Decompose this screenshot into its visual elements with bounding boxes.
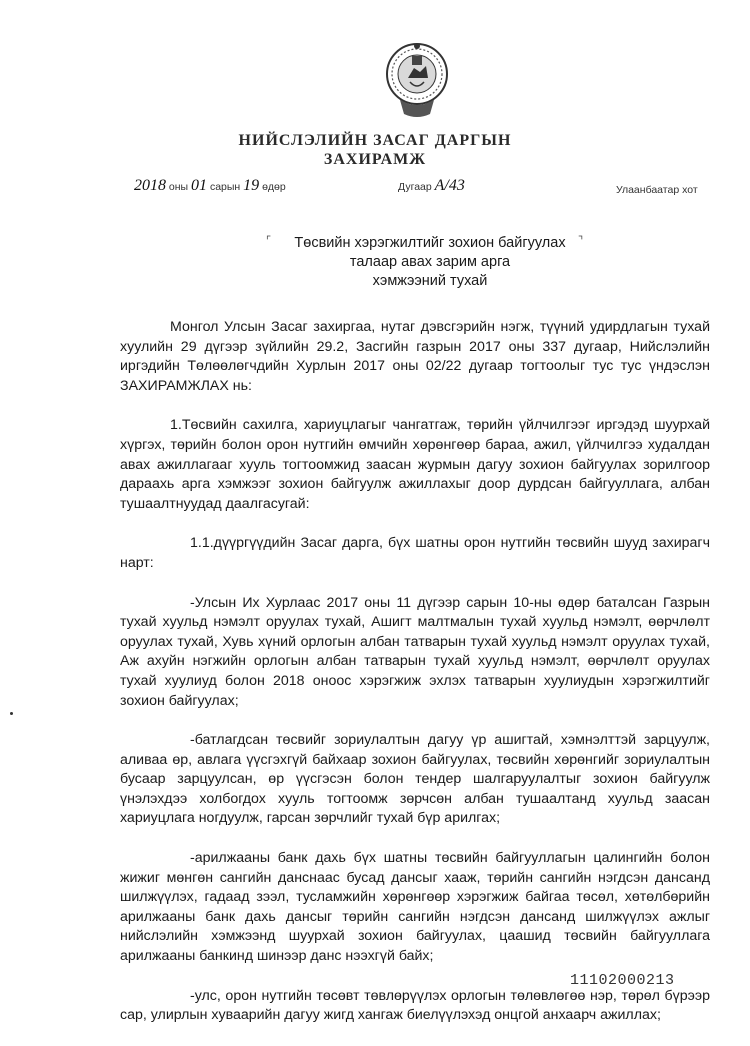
mongolia-state-emblem-icon <box>384 38 450 122</box>
sub-item: -Улсын Их Хурлаас 2017 оны 11 дүгээр сарын 10-ны өдөр баталсан Газрын тухай хуульд нэмэлт оруулах тухай, Ашигт малтмалын тухай хуульд нэмэлт, өөрчлөлт оруулах тухай, Хувь хүний орлогын албан татварын тухай хуульд нэмэлт оруулах тухай, Аж ахуйн нэгжийн орлогын албан татварын тухай хуульд нэмэлт, өөрчлөлт оруулах тухай хуулиуд болон 2018 оноос хэрэгжиж эхлэх татварын хуулиудын хэрэгжилтийг зохион байгуулах; <box>120 594 710 709</box>
sub-item: -улс, орон нутгийн төсөвт төвлөрүүлэх орлогын төлөвлөгөө нэр, төрөл бүрээр сар, улирлын хуваарийн дагуу жигд хангаж биелүүлэхэд онцгой анхаарч ажиллах; <box>120 987 710 1024</box>
number-value: А/43 <box>434 177 465 194</box>
corner-mark-right: ⌝ <box>578 235 584 247</box>
sub-item: -батлагдсан төсвийг зориулалтын дагуу үр ашигтай, хэмнэлттэй зарцуулж, аливаа өр, авлага үүсгэхгүй байхаар зохион байгуулах, төсвийн хөрөнгийг зориулалтын бусаар зарцуулсан, өр үүсгэсэн болон тендер шалгаруулалтыг зохион байгуулж үнэлэхдээ холбогдох хууль тогтоомж зөрчсөн албан тушаалтанд хуульд заасан хариуцлага ногдуулж, гарсан зөрчлийг тухай бүр арилгах; <box>120 732 710 827</box>
day-suffix: өдөр <box>262 181 286 193</box>
date-year: 2018 <box>134 177 166 194</box>
subject-line: талаар авах зарим арга <box>349 254 511 270</box>
date-day: 19 <box>243 177 260 194</box>
year-suffix: оны <box>168 181 189 193</box>
subject-title <box>260 234 600 291</box>
document-number <box>398 177 465 195</box>
document-type: ЗАХИРАМЖ <box>323 151 427 168</box>
date-line <box>134 177 286 195</box>
clause-1: 1.Төсвийн сахилга, хариуцлагыг чангатгаж, төрийн үйлчилгээг иргэдэд шуурхай хүргэх, төрийн болон орон нутгийн өмчийн хөрөнгөөр бараа, ажил, үйлчилгээ худалдан авах ажиллагааг хууль тогтоомжид заасан журмын дагуу зохион байгуулах зорилгоор дараахь арга хэмжээг зохион байгуулж ажиллахыг доор дурдсан байгууллага, албан тушаалтнуудад даалгасугай: <box>120 417 710 512</box>
date-month: 01 <box>191 177 208 194</box>
corner-mark-left: ⌜ <box>266 235 272 247</box>
month-suffix: сарын <box>209 181 241 193</box>
city: Улаанбаатар хот <box>616 184 698 196</box>
serial-number: 11102000213 <box>570 972 675 989</box>
number-label: Дугаар <box>398 181 432 193</box>
scan-speck <box>10 712 13 715</box>
subject-line: Төсвийн хэрэгжилтийг зохион байгуулах <box>294 235 566 251</box>
document-body <box>120 318 710 1046</box>
sub-item: -арилжааны банк дахь бүх шатны төсвийн байгууллагын цалингийн болон жижиг мөнгөн сангийн данснаас бусад дансыг хааж, төрийн сангийн нэгдсэн дансанд шилжүүлэх, гадаад зээл, тусламжийн хөрөнгөөр хэрэгжиж байгаа төсөл, хөтөлбөрийн арилжааны банк дахь дансыг төрийн сангийн нэгдсэн дансанд шилжүүлэх ажлыг нийслэлийн хэмжээнд шуурхай зохион байгуулах, цаашид төсвийн байгууллага арилжааны банкинд шинээр данс нээхгүй байх; <box>120 850 710 965</box>
clause-1-1: 1.1.дүүргүүдийн Засаг дарга, бүх шатны орон нутгийн төсвийн шууд захирагч нарт: <box>120 535 710 571</box>
org-name: НИЙСЛЭЛИЙН ЗАСАГ ДАРГЫН <box>238 132 512 149</box>
subject-line: хэмжээний тухай <box>372 273 488 289</box>
preamble-paragraph: Монгол Улсын Засаг захиргаа, нутаг дэвсгэрийн нэгж, түүний удирдлагын тухай хуулийн 29 дүгээр зүйлийн 29.2, Засгийн газрын 2017 оны 337 дугаар, Нийслэлийн иргэдийн Төлөөлөгчдийн Хурлын 2017 оны 02/22 дугаар тогтоолыг тус тус үндэслэн ЗАХИРАМЖЛАХ нь: <box>120 319 710 394</box>
